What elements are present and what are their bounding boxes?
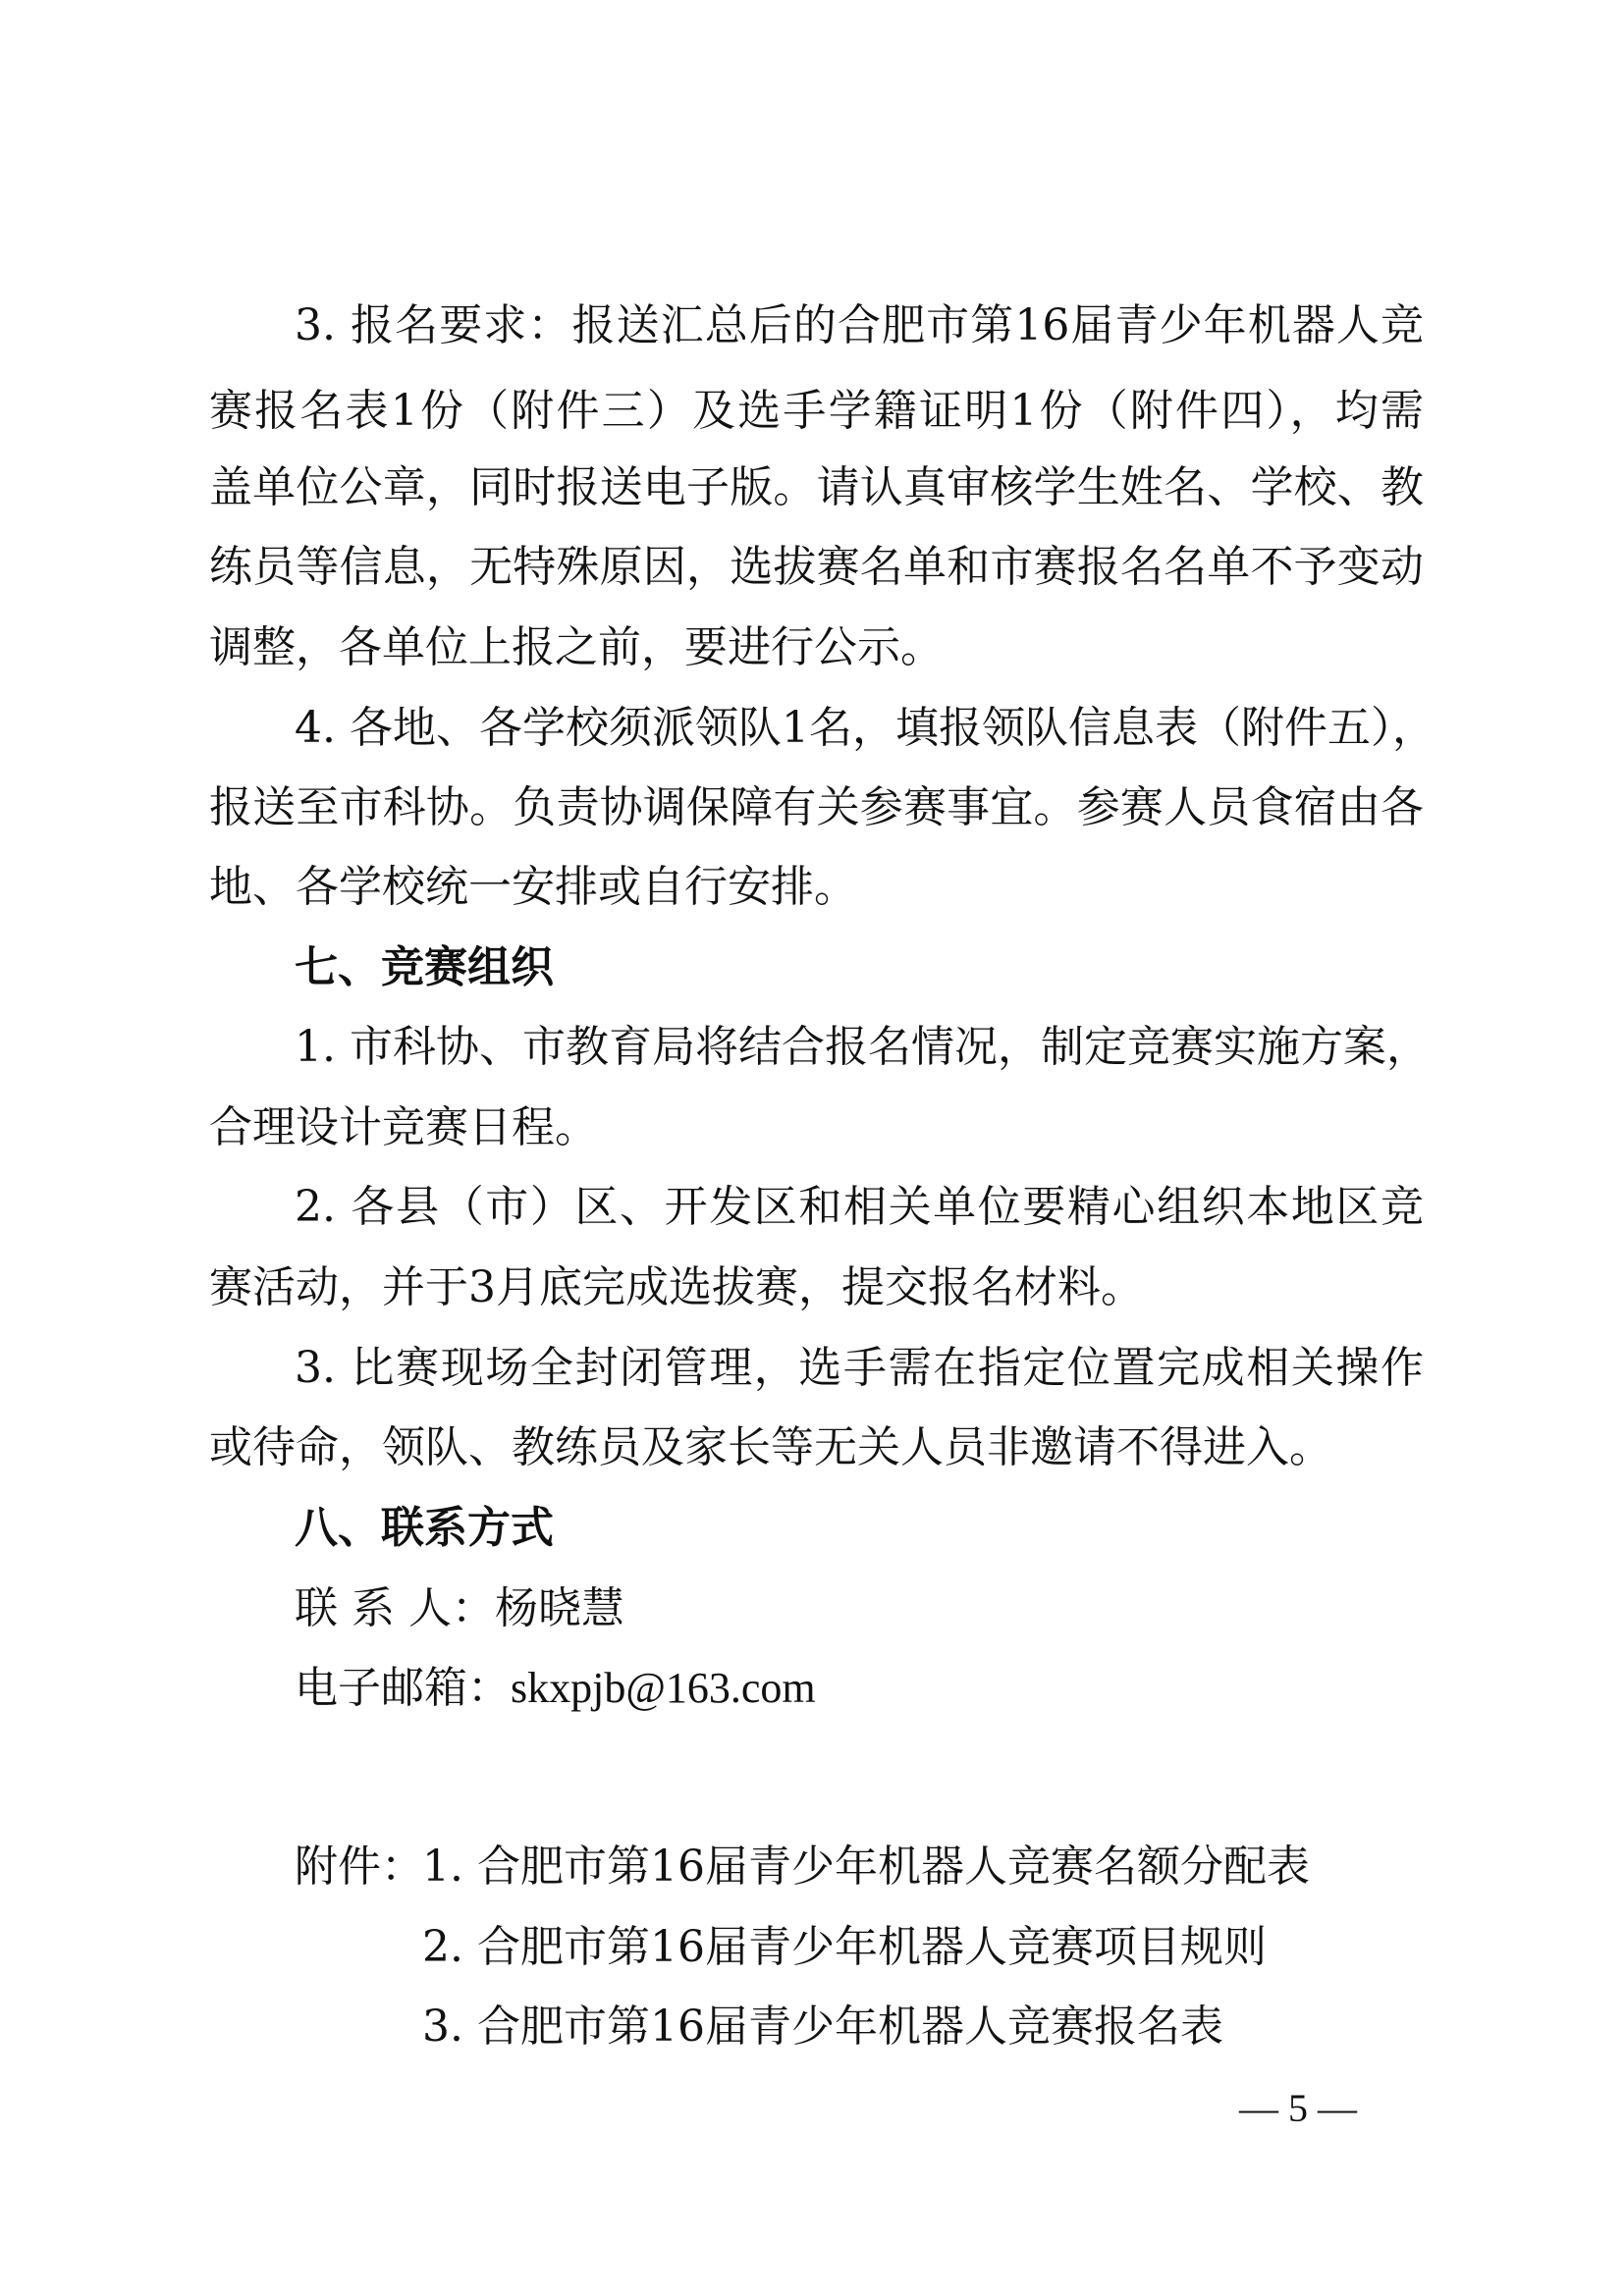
paragraph-line: 地、各学校统一安排或自行安排。 xyxy=(209,862,857,912)
paragraph-line: 调整，各单位上报之前，要进行公示。 xyxy=(209,622,944,672)
paragraph-line: 练员等信息，无特殊原因，选拔赛名单和市赛报名名单不予变动 xyxy=(209,542,1424,592)
paragraph-line: 盖单位公章，同时报送电子版。请认真审核学生姓名、学校、教 xyxy=(209,462,1424,512)
section-heading: 八、联系方式 xyxy=(295,1503,554,1553)
attachment-item: 3. 合肥市第16届青少年机器人竞赛报名表 xyxy=(422,2002,1223,2052)
attachments-label: 附件： xyxy=(295,1842,424,1892)
attachment-item: 2. 合肥市第16届青少年机器人竞赛项目规则 xyxy=(422,1922,1267,1972)
paragraph-line: 合理设计竞赛日程。 xyxy=(209,1102,598,1152)
contact-label: 联 系 人： xyxy=(295,1583,495,1633)
page-number: — 5 — xyxy=(1239,2086,1357,2130)
paragraph-line: 或待命，领队、教练员及家长等无关人员非邀请不得进入。 xyxy=(209,1422,1332,1472)
paragraph-line: 4. 各地、各学校须派领队1名，填报领队信息表（附件五）， xyxy=(295,703,1435,753)
paragraph-line: 报送至市科协。负责协调保障有关参赛事宜。参赛人员食宿由各 xyxy=(209,782,1424,832)
paragraph-line: 赛报名表1份（附件三）及选手学籍证明1份（附件四），均需 xyxy=(209,386,1424,436)
attachment-item: 1. 合肥市第16届青少年机器人竞赛名额分配表 xyxy=(422,1842,1310,1892)
paragraph-line: 3. 比赛现场全封闭管理，选手需在指定位置完成相关操作 xyxy=(295,1343,1424,1393)
paragraph-line: 2. 各县（市）区、开发区和相关单位要精心组织本地区竞 xyxy=(295,1182,1424,1232)
email-row xyxy=(295,1663,816,1713)
paragraph-line: 1. 市科协、市教育局将结合报名情况，制定竞赛实施方案， xyxy=(295,1022,1430,1072)
paragraph-line: 3. 报名要求：报送汇总后的合肥市第16届青少年机器人竞 xyxy=(295,300,1424,350)
contact-row xyxy=(295,1583,624,1633)
email-label: 电子邮箱： xyxy=(295,1663,511,1713)
contact-name: 杨晓慧 xyxy=(494,1583,624,1633)
section-heading: 七、竞赛组织 xyxy=(295,942,554,992)
email-address: skxpjb@163.com xyxy=(511,1664,816,1712)
paragraph-line: 赛活动，并于3月底完成选拔赛，提交报名材料。 xyxy=(209,1262,1144,1312)
